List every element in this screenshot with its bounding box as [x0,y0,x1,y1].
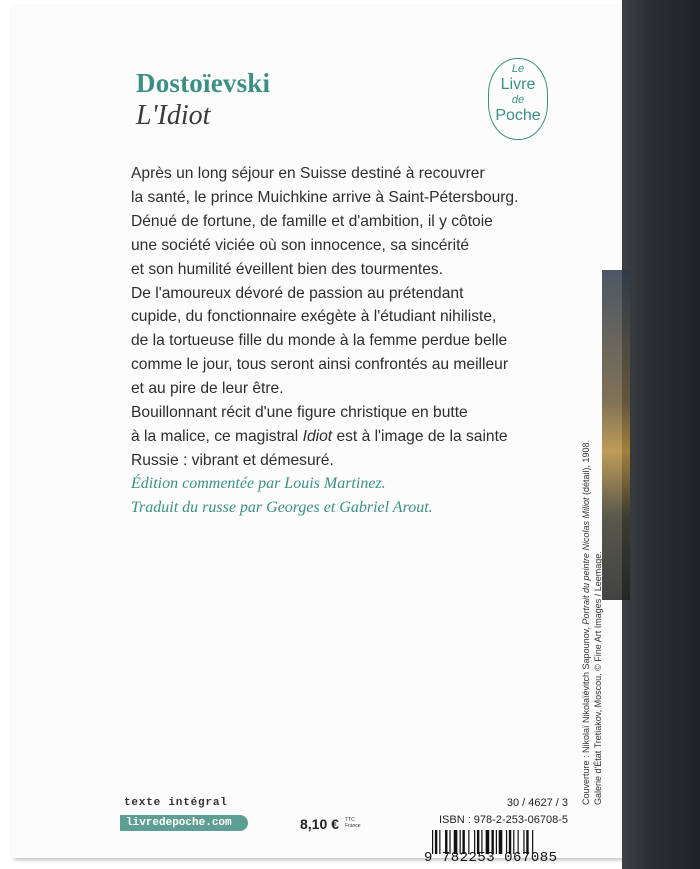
translation-credit-line: Traduit du russe par Georges et Gabriel Arout. [131,499,433,516]
price-note-ttc: TTC [345,817,355,823]
price-note-france: France [345,823,361,829]
summary-line: Bouillonnant récit d'une figure christique en butte [131,404,468,422]
logo-text-poche: Poche [495,107,541,124]
edition-credit-line: Édition commentée par Louis Martinez. [131,475,386,492]
website-badge: livredepoche.com [120,815,248,831]
texte-integral-label: texte intégral [124,797,228,809]
price-note [345,817,361,829]
summary-line: Dénué de fortune, de famille et d'ambition, il y côtoie [131,212,493,230]
edition-credits [131,472,433,520]
summary-line: et au pire de leur être. [131,380,284,398]
barcode-digits: 9 782253 067085 [424,850,558,866]
reference-code: 30 / 4627 / 3 [506,797,568,809]
book-spine [622,0,700,869]
summary-line: cupide, du fonctionnaire exégète à l'étudiant nihiliste, [131,308,497,326]
logo-text-le: Le [511,63,525,75]
summary-line: et son humilité éveillent bien des tourmentes. [131,260,444,278]
price: 8,10 € [300,816,339,832]
summary-line: Russie : vibrant et démesuré. [131,451,334,469]
cover-image-credit [580,440,604,805]
summary-line: la santé, le prince Muichkine arrive à Saint-Pétersbourg. [131,188,519,206]
cover-credit-line-2: Galerie d'État Tretiakov, Moscou. © Fine Art Images / Leemage. [593,551,603,805]
summary-text [131,162,601,473]
cover-credit-line-1: Couverture : Nikolaï Nikolaïévitch Sapounov, Portrait du peintre Nicolas Miliot (détail), 1908. [581,439,591,805]
book-codes [428,795,568,829]
livre-de-poche-logo [488,58,548,140]
author-name: Dostoïevski [136,68,271,98]
summary-line: Après un long séjour en Suisse destiné à recouvrer [131,165,485,182]
summary-line: comme le jour, tous seront ainsi confrontés au meilleur [131,356,509,374]
logo-text-livre: Livre [500,76,536,93]
book-title: L'Idiot [136,100,211,131]
isbn: ISBN : 978-2-253-06708-5 [438,814,568,826]
summary-line [131,425,601,449]
spine-artwork [602,270,630,600]
summary-italic-idiot: Idiot [302,427,333,445]
summary-fragment: est à l'image de la sainte [336,427,508,445]
summary-line: une société viciée où son innocence, sa sincérité [131,236,470,254]
summary-line: De l'amoureux dévoré de passion au prétendant [131,284,464,302]
summary-line: de la tortueuse fille du monde à la femme perdue belle [131,332,508,350]
summary-fragment: à la malice, ce magistral [131,427,299,445]
logo-text-de: de [511,94,525,106]
